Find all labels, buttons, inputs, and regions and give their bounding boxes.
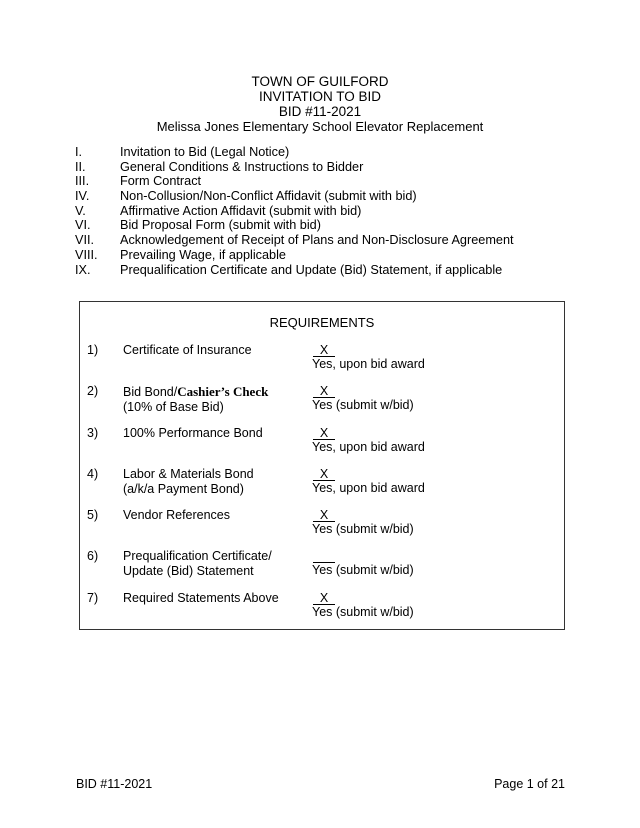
requirement-answer: Yes (submit w/bid): [312, 398, 414, 412]
requirement-label: Vendor References: [123, 508, 231, 522]
toc-text: Acknowledgement of Receipt of Plans and Non-Disclosure Agreement: [120, 233, 514, 248]
requirement-answer: Yes, upon bid award: [312, 357, 425, 371]
toc-number: V.: [75, 203, 86, 218]
toc-text: Affirmative Action Affidavit (submit with bid): [120, 203, 362, 218]
toc-text: Prevailing Wage, if applicable: [120, 247, 286, 262]
footer-page-number: Page 1 of 21: [494, 777, 565, 791]
toc-number: VI.: [75, 218, 91, 233]
toc-number: IX.: [75, 262, 91, 277]
requirement-number: 3): [87, 426, 99, 440]
toc-number: II.: [75, 159, 86, 174]
document-type: INVITATION TO BID: [258, 89, 381, 104]
requirement-mark: X: [313, 384, 335, 398]
toc-number: I.: [75, 145, 83, 159]
requirement-number: 6): [87, 549, 99, 563]
requirement-label: Bid Bond/Cashier’s Check (10% of Base Bid): [123, 384, 269, 414]
toc-number: IV.: [75, 189, 90, 204]
requirements-box: [79, 301, 565, 630]
toc-text: Bid Proposal Form (submit with bid): [120, 218, 321, 233]
requirement-mark: X: [313, 508, 335, 522]
toc-number: III.: [75, 174, 90, 189]
requirement-answer: Yes (submit w/bid): [312, 605, 414, 619]
requirement-answer: Yes, upon bid award: [312, 440, 425, 454]
town-name: TOWN OF GUILFORD: [251, 74, 389, 89]
bid-number: BID #11-2021: [278, 104, 362, 119]
requirement-number: 1): [87, 343, 99, 357]
requirement-number: 2): [87, 384, 99, 398]
requirement-answer: Yes, upon bid award: [312, 481, 425, 495]
requirement-label: Labor & Materials Bond (a/k/a Payment Bond): [123, 467, 254, 496]
toc-number: VII.: [75, 233, 95, 248]
requirement-label: Certificate of Insurance: [123, 343, 252, 357]
requirement-answer: Yes (submit w/bid): [312, 563, 414, 577]
toc-text: Invitation to Bid (Legal Notice): [120, 145, 290, 159]
requirement-answer: Yes (submit w/bid): [312, 522, 414, 536]
toc-text: Form Contract: [120, 174, 202, 189]
requirement-label-serif: Cashier’s Check: [177, 384, 269, 399]
footer-bid-number: BID #11-2021: [76, 777, 153, 791]
document-header: [0, 74, 640, 134]
toc-text: Non-Collusion/Non-Conflict Affidavit (submit with bid): [120, 189, 417, 204]
toc-text: Prequalification Certificate and Update (Bid) Statement, if applicable: [120, 262, 503, 277]
requirement-mark: [313, 549, 335, 563]
project-title: Melissa Jones Elementary School Elevator Replacement: [156, 119, 484, 134]
requirement-mark: X: [313, 591, 335, 605]
requirement-mark: X: [313, 467, 335, 481]
requirements-title: REQUIREMENTS: [269, 315, 375, 330]
requirement-label: 100% Performance Bond: [123, 426, 263, 440]
requirement-mark: X: [313, 343, 335, 357]
requirement-label: Required Statements Above: [123, 591, 279, 605]
toc-text: General Conditions & Instructions to Bidder: [120, 159, 364, 174]
requirement-mark: X: [313, 426, 335, 440]
requirement-number: 4): [87, 467, 99, 481]
requirement-number: 5): [87, 508, 99, 522]
requirement-label: Prequalification Certificate/ Update (Bid) Statement: [123, 549, 272, 578]
toc-number: VIII.: [75, 247, 98, 262]
requirement-number: 7): [87, 591, 99, 605]
